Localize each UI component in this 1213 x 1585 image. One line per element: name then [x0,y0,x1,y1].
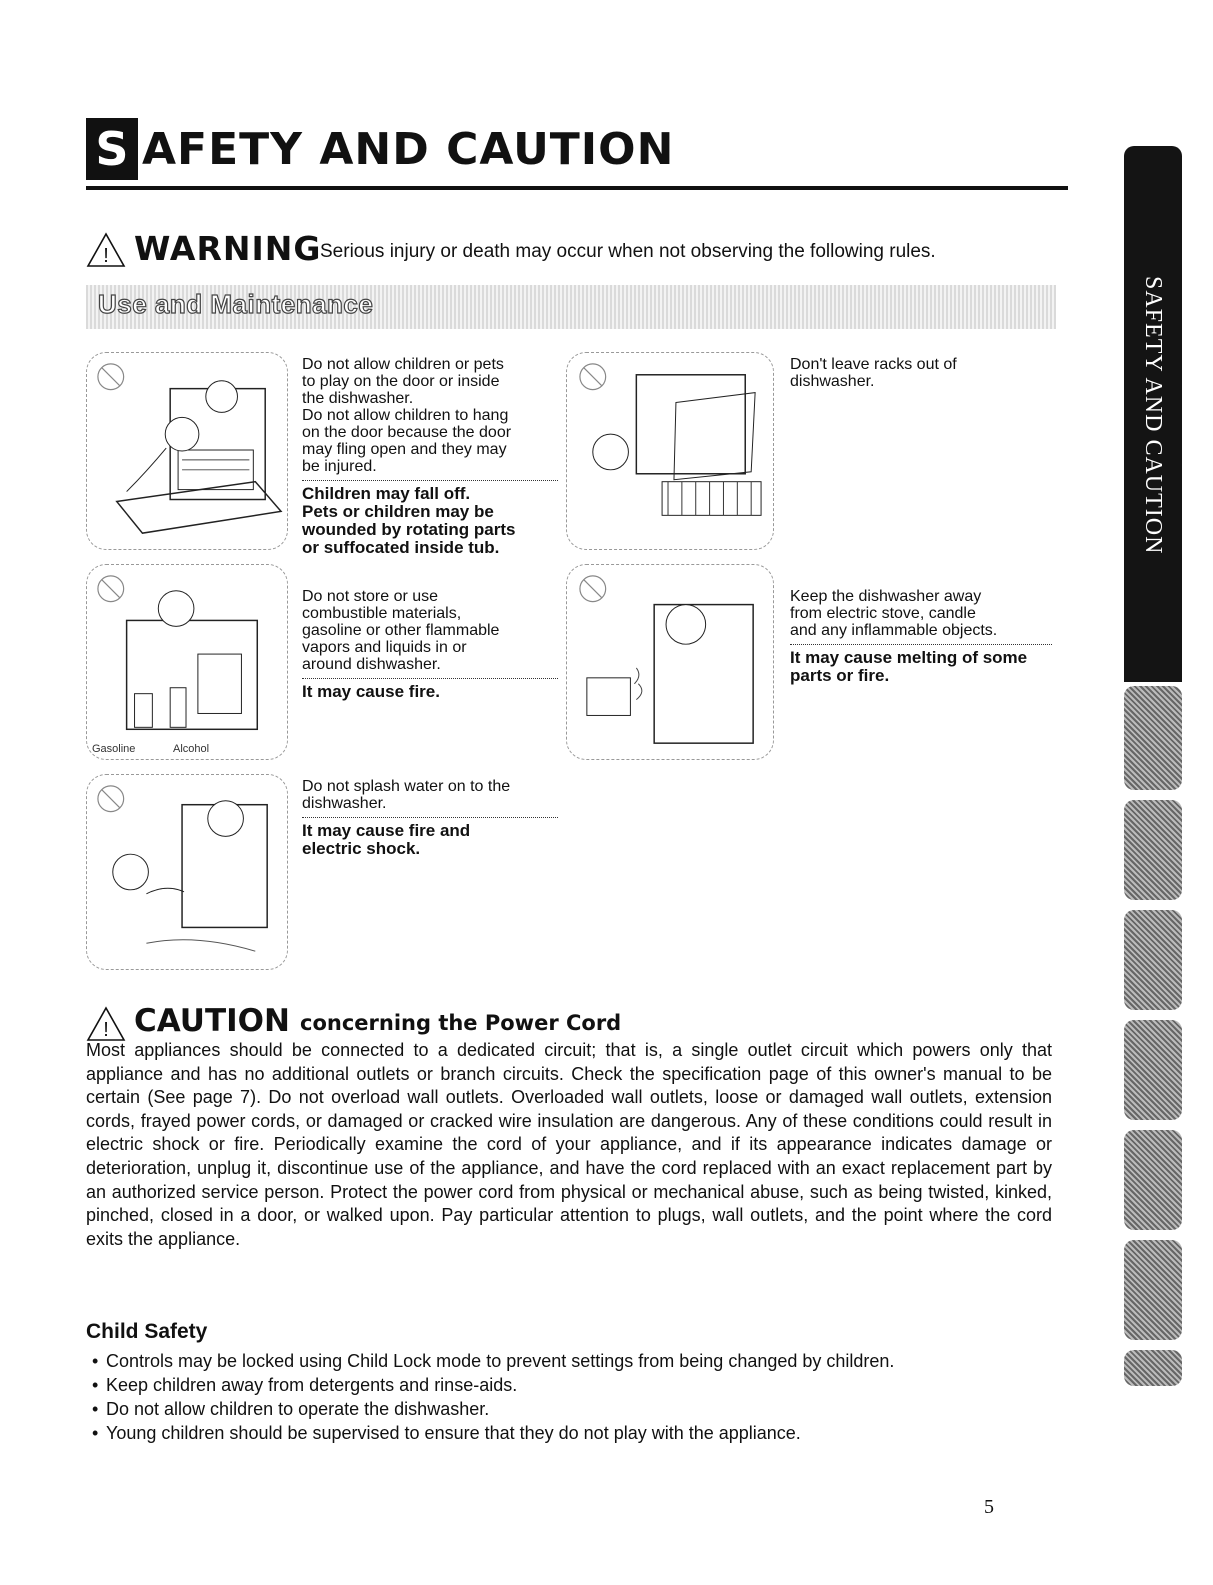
item-warning-line: wounded by rotating parts [302,520,516,539]
list-item: • Young children should be supervised to ensure that they do not play with the appliance. [92,1421,1032,1445]
item-warning-line: electric shock. [302,839,421,858]
item-text-line: Do not allow children to hang [302,407,509,424]
item-text-line: Do not splash water on to the [302,778,511,795]
item-text-line: the dishwasher. [302,390,414,407]
prohibition-icon [580,576,606,602]
side-tab-segment [1124,1020,1182,1120]
item-warning-line: Children may fall off. [302,484,471,503]
title-initial-letter: S [86,118,138,180]
warning-heading [86,228,1046,272]
child-safety-list [92,1349,1032,1445]
illustration-water [86,774,288,970]
dotted-divider [302,480,558,481]
side-tab-segment [1124,686,1182,790]
item-children-door [302,356,564,557]
warning-triangle-icon [86,1006,126,1042]
item-text-line: around dishwasher. [302,656,441,673]
warning-label: WARNING [134,229,322,268]
item-warning-line: Pets or children may be [302,502,494,521]
item-warning-line: or suffocated inside tub. [302,538,500,557]
item-text-line: on the door because the door [302,424,512,441]
prohibition-icon [580,364,606,390]
illustration-combustible [86,564,288,760]
combustible-materials-illustration [87,565,287,759]
item-text-line: dishwasher. [302,795,387,812]
warning-triangle-icon [86,232,126,268]
item-text-line: from electric stove, candle [790,605,976,622]
item-text-line: gasoline or other flammable [302,622,500,639]
page-number: 5 [984,1496,994,1518]
title-text: AFETY AND CAUTION [142,124,675,175]
dotted-divider [302,678,558,679]
illustration-stove [566,564,774,760]
item-combustible [302,588,564,701]
dotted-divider [790,644,1052,645]
item-warning-line: It may cause melting of some [790,648,1028,667]
power-cord-paragraph: Most appliances should be connected to a dedicated circuit; that is, a single outlet circuit which powers only that appliance and has no additional outlets or branch circuits. Check the specification page of this owner's manual to be certain (See page 7). Do not overload wall outlets. Overloaded wall outlets, loose or damaged wall outlets, extension cords, frayed power cords, or damaged or cracked wire insulation are dangerous. Any of these conditions could result in electric shock or fire. Periodically examine the cord of your appliance, and if its appearance indicates damage or deterioration, unplug it, discontinue use of the appliance, and have the cord replaced with an exact replacement part by an authorized service person. Protect the power cord from physical or mechanical abuse, such as being twisted, kinked, pinched, closed in a door, or walked upon. Pay particular attention to plugs, wall outlets, and the point where the cord exits the appliance. [86,1040,1052,1249]
side-tab-segment [1124,1130,1182,1230]
item-text-line: Don't leave racks out of [790,356,957,373]
dotted-divider [302,817,558,818]
list-item: • Keep children away from detergents and rinse-aids. [92,1373,1032,1397]
svg-text:!: ! [103,1019,109,1041]
item-water [302,778,564,858]
caution-label: CAUTION [134,1003,290,1039]
section-title: Use and Maintenance [98,289,374,319]
racks-out-illustration [567,353,773,549]
children-on-door-illustration [87,353,287,549]
gasoline-label: Gasoline [92,743,136,755]
item-text-line: Keep the dishwasher away [790,588,982,605]
item-warning-line: parts or fire. [790,666,890,685]
item-stove [790,588,1056,685]
caution-subtitle: concerning the Power Cord [300,1011,622,1035]
illustration-racks [566,352,774,550]
item-racks [790,356,1052,390]
list-item: • Do not allow children to operate the dishwasher. [92,1397,1032,1421]
side-tab-segment [1124,1350,1182,1386]
side-tab-segment [1124,800,1182,900]
item-warning-line: It may cause fire and [302,821,471,840]
side-tab-segment [1124,1240,1182,1340]
section-banner [86,285,1056,329]
prohibition-icon [98,576,124,602]
item-text-line: and any inflammable objects. [790,622,998,639]
item-text-line: to play on the door or inside [302,373,500,390]
warning-description: Serious injury or death may occur when not observing the following rules. [320,241,936,262]
prohibition-icon [98,364,124,390]
item-text-line: Do not allow children or pets [302,356,504,373]
alcohol-label: Alcohol [173,743,210,755]
side-tab-label: SAFETY AND CAUTION [1140,275,1166,555]
water-splash-illustration [87,775,287,969]
item-text-line: dishwasher. [790,373,875,390]
item-warning-line: It may cause fire. [302,682,440,701]
illustration-children-door [86,352,288,550]
child-safety-heading: Child Safety [86,1320,208,1343]
item-text-line: may fling open and they may [302,441,507,458]
side-tab-segment [1124,910,1182,1010]
list-item: • Controls may be locked using Child Lock mode to prevent settings from being changed by children. [92,1349,1032,1373]
page-title [86,116,1068,188]
item-text-line: combustible materials, [302,605,462,622]
title-underline [86,186,1068,190]
prohibition-icon [98,786,124,812]
stove-heat-illustration [567,565,773,759]
item-text-line: vapors and liquids in or [302,639,467,656]
item-text-line: be injured. [302,458,377,475]
caution-heading [86,1002,986,1041]
svg-text:!: ! [103,245,109,267]
item-text-line: Do not store or use [302,588,439,605]
